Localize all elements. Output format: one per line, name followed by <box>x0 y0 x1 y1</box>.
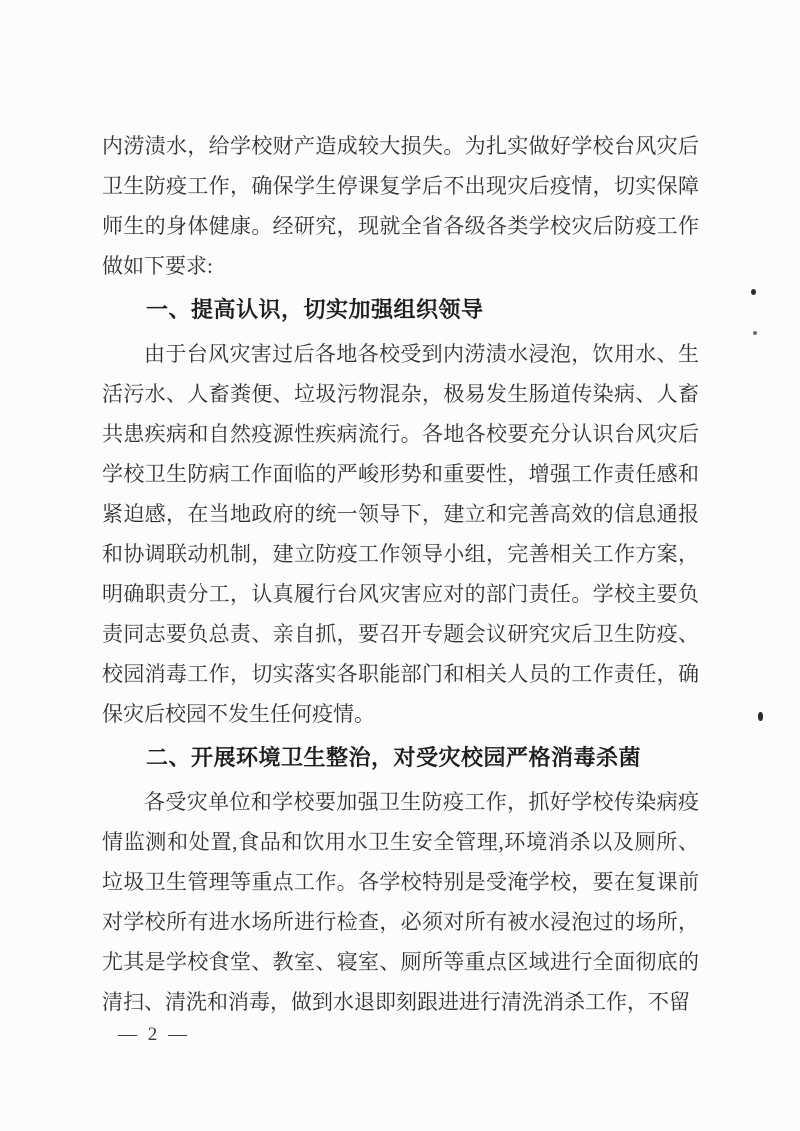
scan-speckle <box>751 289 756 295</box>
section-heading-2: 二、开展环境卫生整治，对受灾校园严格消毒杀菌 <box>146 745 642 770</box>
section-heading-1: 一、提高认识，切实加强组织领导 <box>146 297 484 322</box>
scan-speckle <box>753 331 757 335</box>
body-paragraph-section-1: 由于台风灾害过后各地各校受到内涝渍水浸泡，饮用水、生活污水、人畜粪便、垃圾污物混杂，极易发生肠道传染病、人畜共患疾病和自然疫源性疾病流行。各地各校要充分认识台风灾后学校卫生防病工作面临的严峻形势和重要性，增强工作责任感和紧迫感，在当地政府的统一领导下，建立和完善高效的信息通报和协调联动机制，建立防疫工作领导小组，完善相关工作方案，明确职责分工，认真履行台风灾害应对的部门责任。学校主要负责同志要负总责、亲自抓，要召开专题会议研究灾后卫生防疫、校园消毒工作，切实落实各职能部门和相关人员的工作责任，确保灾后校园不发生任何疫情。 <box>102 342 699 726</box>
page-number: — 2 — <box>118 1024 190 1045</box>
body-paragraph-continued: 内涝渍水，给学校财产造成较大损失。为扎实做好学校台风灾后卫生防疫工作，确保学生停课复学后不出现灾后疫情，切实保障师生的身体健康。经研究，现就全省各级各类学校灾后防疫工作做如下要求: <box>102 134 699 278</box>
scan-speckle <box>758 712 763 721</box>
document-body <box>102 126 699 1022</box>
body-paragraph-section-2: 各受灾单位和学校要加强卫生防疫工作，抓好学校传染病疫情监测和处置,食品和饮用水卫生安全管理,环境消杀以及厕所、垃圾卫生管理等重点工作。各学校特别是受淹学校，要在复课前对学校所有进水场所进行检查，必须对所有被水浸泡过的场所，尤其是学校食堂、教室、寝室、厕所等重点区域进行全面彻底的清扫、清洗和消毒，做到水退即刻跟进进行清洗消杀工作，不留 <box>102 790 699 1014</box>
